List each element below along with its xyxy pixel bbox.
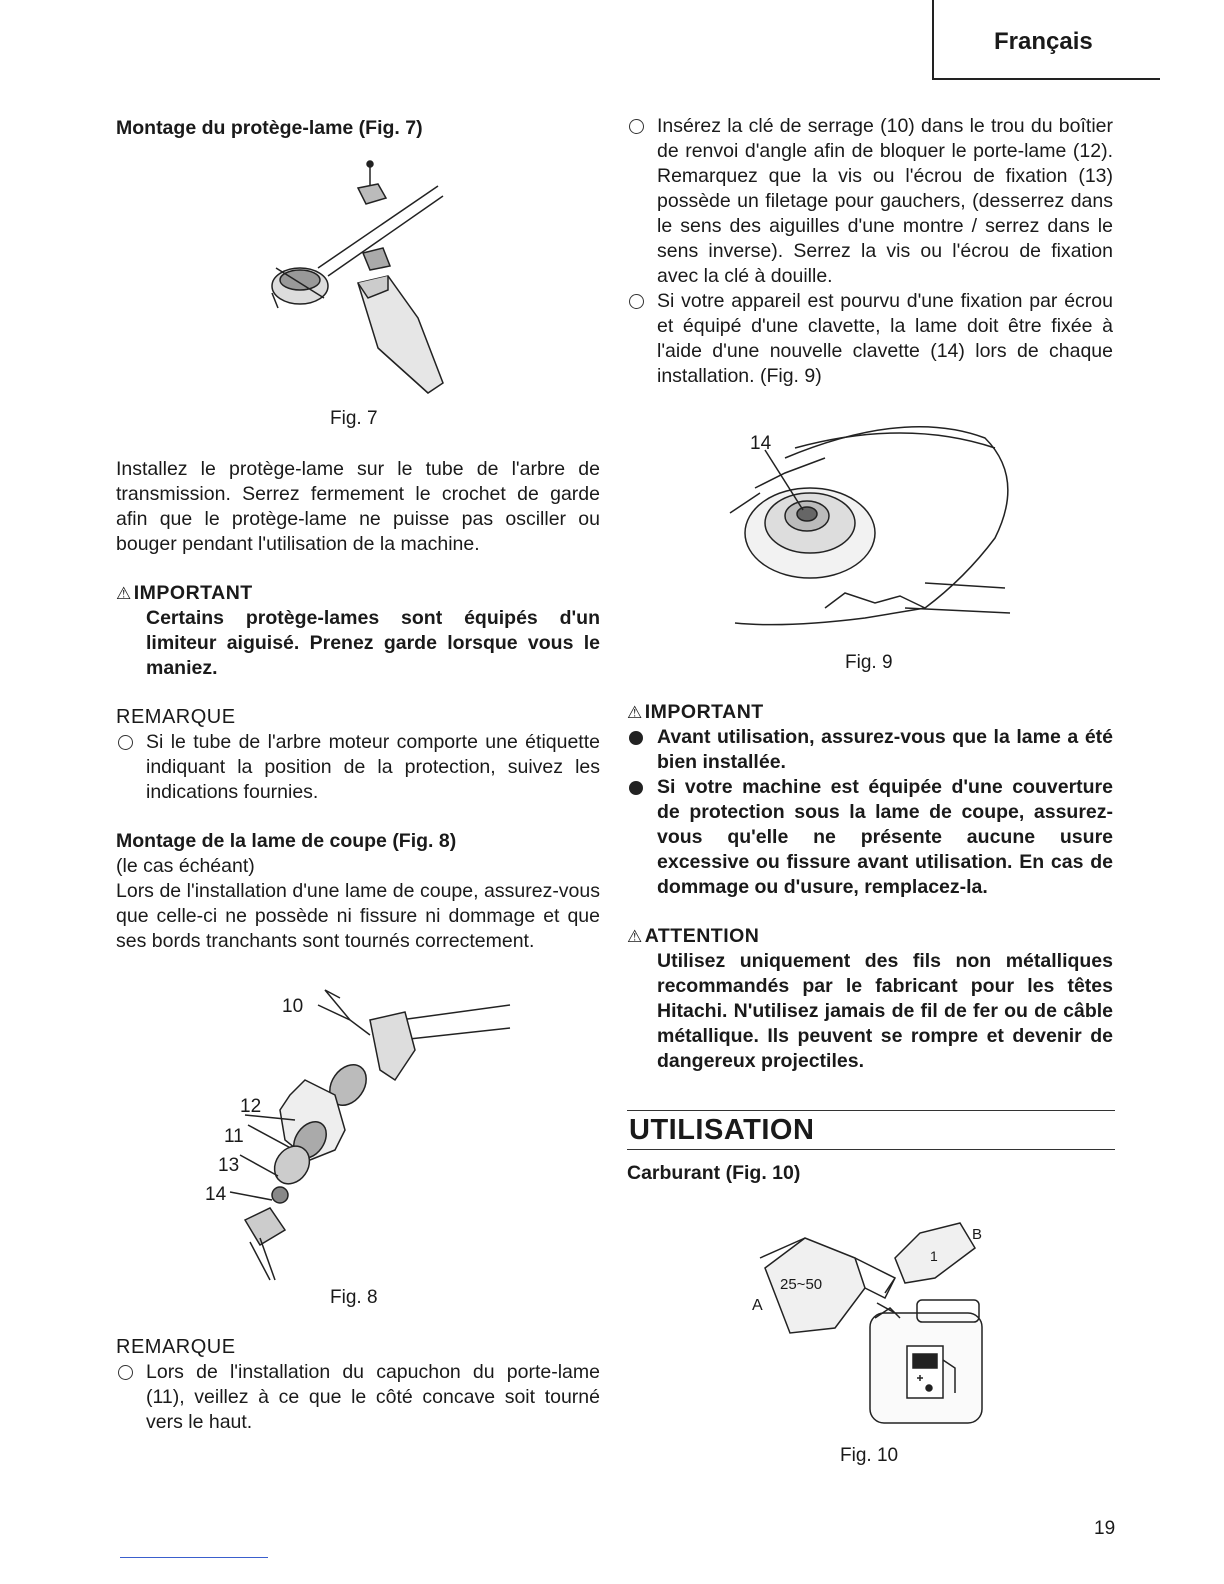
remarque-heading-1: REMARQUE (116, 706, 236, 728)
fig10-label-a: A (752, 1297, 763, 1314)
section-title-cutting-blade: Montage de la lame de coupe (Fig. 8) (116, 830, 457, 852)
utilisation-section-heading (627, 1110, 1115, 1150)
important-item-2 (627, 775, 1113, 900)
important-heading-1 (116, 581, 600, 606)
paragraph-cutting-blade: Lors de l'installation d'une lame de coupe, assurez-vous que celle-ci ne possède ni fissure ni dommage et que ses bords tranchants sont tournés correctement. (116, 880, 600, 952)
fig9-label-14: 14 (750, 433, 772, 454)
section-title-blade-guard: Montage du protège-lame (Fig. 7) (116, 117, 423, 139)
fig7-caption: Fig. 7 (330, 408, 378, 429)
page-number: 19 (1094, 1518, 1116, 1539)
right-col-block-2 (627, 700, 1113, 1074)
important-item-1 (627, 725, 1113, 775)
remarque-item-1 (116, 730, 600, 805)
ring-bullet-icon (629, 294, 644, 309)
important-body-1: Certains protège-lames sont équipés d'un limiteur aiguisé. Prenez garde lorsque vous le maniez. (146, 607, 600, 679)
footer-link-underline (120, 1557, 268, 1558)
filled-bullet-icon (629, 731, 643, 745)
section-subtitle: (le cas échéant) (116, 855, 255, 877)
fig10-label-b: B (972, 1226, 983, 1243)
paragraph-install-guard: Installez le protège-lame sur le tube de l'arbre de transmission. Serrez fermement le crochet de garde afin que le protège-lame ne puisse pas osciller ou bouger pendant l'utilisation de la machine. (116, 458, 600, 555)
fig8-label-13: 13 (218, 1155, 240, 1176)
fig10-oil-label: 1 (930, 1248, 938, 1264)
instruction-item-1 (627, 114, 1113, 289)
carburant-title: Carburant (Fig. 10) (627, 1162, 801, 1184)
remarque-item-1-text: Si le tube de l'arbre moteur comporte une étiquette indiquant la position de la protection, suivez les indications fournies. (146, 731, 600, 803)
instruction-item-1-text: Insérez la clé de serrage (10) dans le trou du boîtier de renvoi d'angle afin de bloquer le porte-lame (12). Remarquez que la vis ou l'écrou de fixation (13) possède un filetage pour gauchers, (desserrez dans le sens des aiguilles d'une montre / serrez dans le sens inverse). Serrez la vis ou l'écrou de fixation avec la clé à douille. (657, 115, 1113, 287)
instruction-item-2-text: Si votre appareil est pourvu d'une fixation par écrou et équipé d'une clavette, la lame doit être fixée à l'aide d'une nouvelle clavette (14) lors de chaque installation. (Fig. 9) (657, 290, 1113, 387)
important-item-1-text: Avant utilisation, assurez-vous que la lame a été bien installée. (657, 726, 1113, 773)
right-column (627, 114, 1113, 389)
attention-body: Utilisez uniquement des fils non métalliques recommandés par le fabricant pour les têtes Hitachi. N'utilisez jamais de fil de fer ou de câble métallique. Ils peuvent se rompre et devenir de dangereux projectiles. (657, 950, 1113, 1072)
ring-bullet-icon (629, 119, 644, 134)
fig8-caption: Fig. 8 (330, 1287, 378, 1308)
fig8-label-12: 12 (240, 1096, 262, 1117)
attention-heading (627, 924, 1113, 949)
important-label-2: IMPORTANT (644, 701, 764, 723)
fig8-label-11: 11 (224, 1126, 244, 1147)
fig10-ratio-label: 25~50 (780, 1276, 823, 1293)
remarque-item-2 (116, 1360, 600, 1435)
fig10-fuel-mix-illustration (745, 1218, 995, 1433)
fig10-caption: Fig. 10 (840, 1445, 899, 1466)
filled-bullet-icon (629, 781, 643, 795)
left-col-block-3 (116, 1335, 600, 1435)
important-label-1: IMPORTANT (133, 582, 253, 604)
warning-triangle-icon: ⚠ (116, 584, 132, 603)
ring-bullet-icon (118, 735, 133, 750)
warning-triangle-icon: ⚠ (627, 927, 643, 946)
remarque-item-2-text: Lors de l'installation du capuchon du porte-lame (11), veillez à ce que le côté concave soit tourné vers le haut. (146, 1361, 600, 1433)
fig7-blade-guard-illustration (258, 158, 458, 403)
warning-triangle-icon: ⚠ (627, 703, 643, 722)
instruction-item-2 (627, 289, 1113, 389)
remarque-heading-2: REMARQUE (116, 1336, 236, 1358)
left-column (116, 116, 600, 141)
language-tab (932, 0, 1160, 80)
left-col-block-2 (116, 457, 600, 954)
attention-label: ATTENTION (644, 925, 760, 947)
utilisation-heading-text: UTILISATION (629, 1114, 815, 1146)
language-label: Français (994, 28, 1093, 55)
fig9-caption: Fig. 9 (845, 652, 893, 673)
important-heading-2 (627, 700, 1113, 725)
important-item-2-text: Si votre machine est équipée d'une couverture de protection sous la lame de coupe, assurez-vous qu'elle ne présente aucune usure excessive ou fissure avant utilisation. En cas de dommage ou d'usure, remplacez-la. (657, 776, 1113, 898)
fig8-blade-assembly-illustration (200, 980, 530, 1285)
ring-bullet-icon (118, 1365, 133, 1380)
fig8-label-14: 14 (205, 1184, 227, 1205)
fig8-label-10: 10 (282, 996, 304, 1017)
